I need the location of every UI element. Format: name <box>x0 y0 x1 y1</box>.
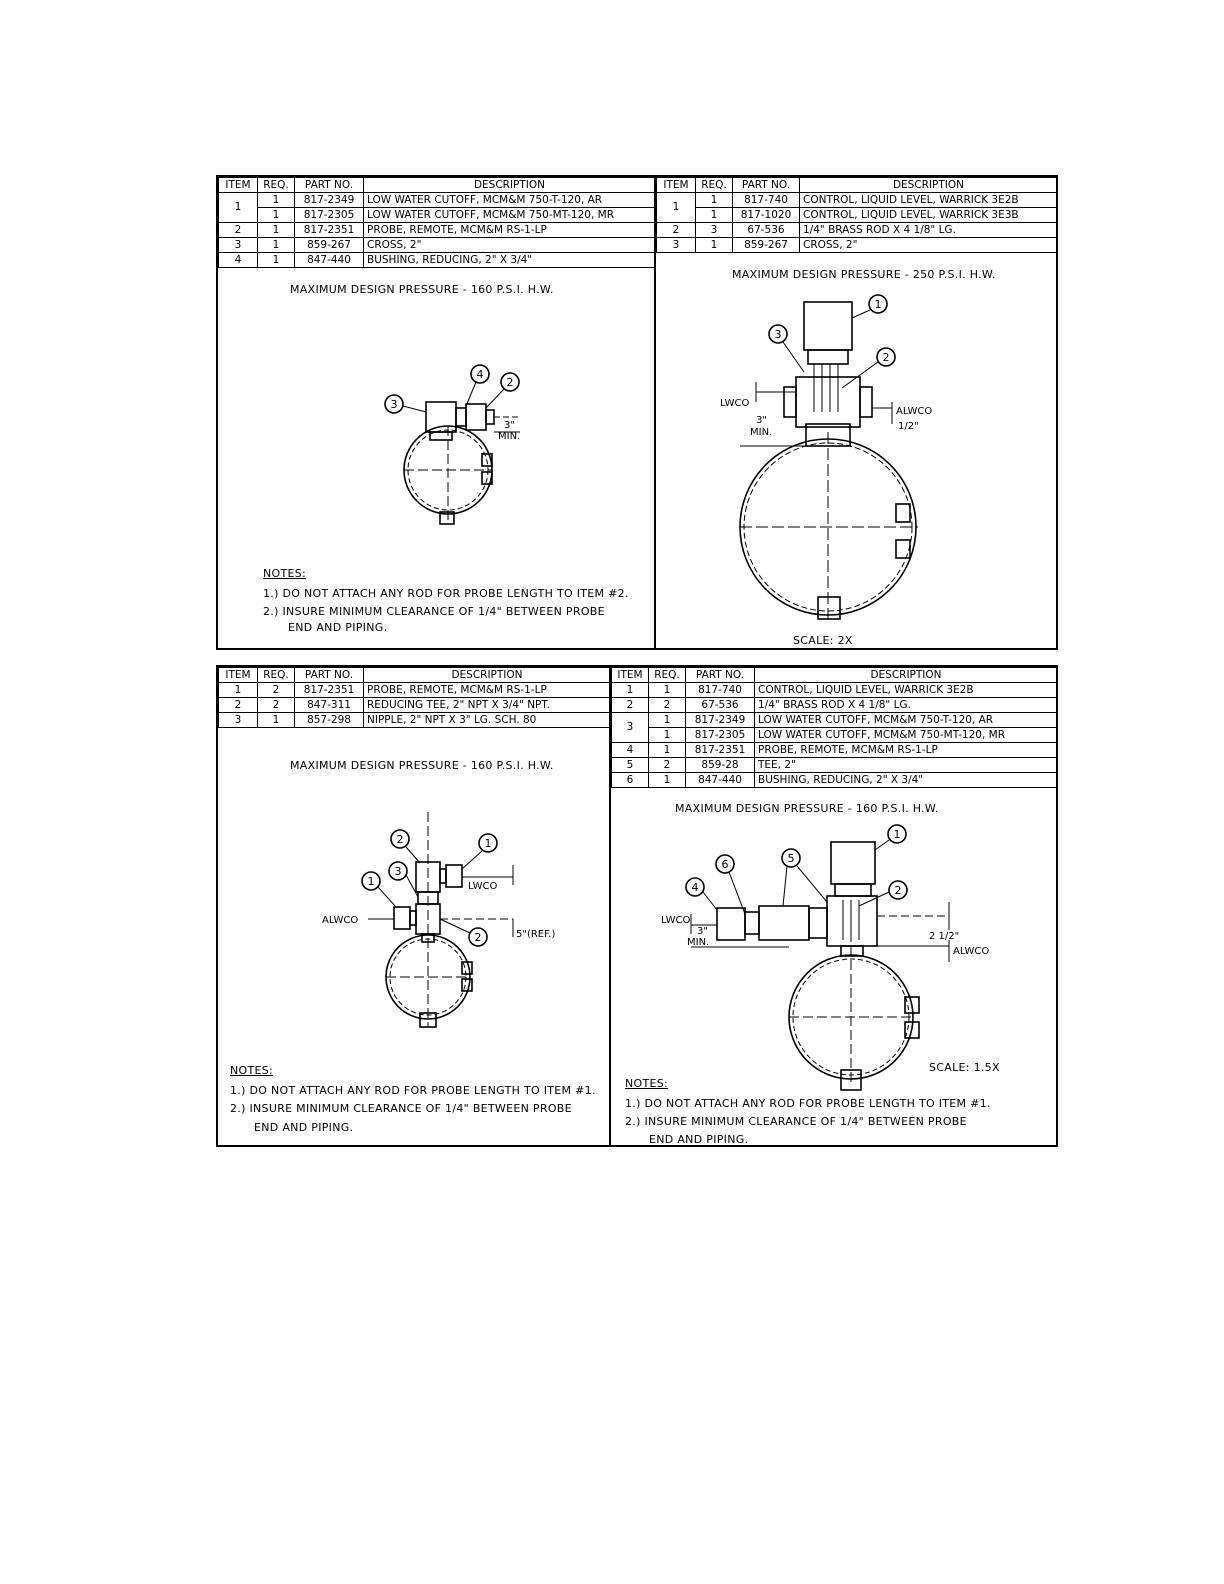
label-ref: 5"(REF.) <box>516 929 556 940</box>
diagram-b <box>656 292 1056 642</box>
panel-b <box>654 175 1058 650</box>
dim-3in: 3" <box>697 926 708 937</box>
note-1: 1.) DO NOT ATTACH ANY ROD FOR PROBE LENGTH TO ITEM #1. <box>230 1084 596 1097</box>
callout-2b: 2 <box>474 931 482 944</box>
diagram-d <box>611 822 1051 1092</box>
label-lwco: LWCO <box>661 915 691 926</box>
table-row: 1 817-2305 LOW WATER CUTOFF, MCM&M 750-MT-120, MR <box>219 208 656 223</box>
parts-table-a <box>218 177 656 268</box>
panel-c <box>216 665 611 1147</box>
panel-a <box>216 175 656 650</box>
bushing <box>745 912 759 934</box>
callout-1b: 1 <box>367 875 375 888</box>
table-row: 3 1 859-267 CROSS, 2" <box>219 238 656 253</box>
col-req: REQ. <box>258 178 295 193</box>
callout-2: 2 <box>894 884 902 897</box>
note-2-cont: END AND PIPING. <box>649 1133 749 1146</box>
note-2-cont: END AND PIPING. <box>288 621 388 634</box>
table-row: 3 1 859-267 CROSS, 2" <box>657 238 1058 253</box>
pressure-label: MAXIMUM DESIGN PRESSURE - 160 P.S.I. H.W. <box>290 759 554 772</box>
cross-fitting <box>796 377 860 427</box>
pressure-label: MAXIMUM DESIGN PRESSURE - 160 P.S.I. H.W. <box>290 283 554 296</box>
probe-lower <box>394 907 410 929</box>
diagram-a <box>368 362 668 622</box>
callout-1: 1 <box>484 837 492 850</box>
notes-title: NOTES: <box>625 1077 669 1090</box>
callout-1: 1 <box>893 828 901 841</box>
callout-5: 5 <box>787 852 795 865</box>
tee-right <box>827 896 877 946</box>
label-alwco: ALWCO <box>322 915 359 926</box>
table-row: 3 1 857-298 NIPPLE, 2" NPT X 3" LG. SCH. 80 <box>219 713 611 728</box>
probe-upper <box>446 865 462 887</box>
note-2: 2.) INSURE MINIMUM CLEARANCE OF 1/4" BETWEEN PROBE <box>230 1102 572 1115</box>
dim-3in: 3" <box>504 420 515 431</box>
table-row: 2 3 67-536 1/4" BRASS ROD X 4 1/8" LG. <box>657 223 1058 238</box>
table-header <box>219 178 656 193</box>
note-2: 2.) INSURE MINIMUM CLEARANCE OF 1/4" BETWEEN PROBE <box>263 605 605 618</box>
note-1: 1.) DO NOT ATTACH ANY ROD FOR PROBE LENGTH TO ITEM #1. <box>625 1097 991 1110</box>
table-row: 1 1 817-740 CONTROL, LIQUID LEVEL, WARRICK 3E2B <box>657 193 1058 208</box>
table-row: 2 1 817-2351 PROBE, REMOTE, MCM&M RS-1-LP <box>219 223 656 238</box>
callout-4: 4 <box>691 881 699 894</box>
col-item: ITEM <box>219 178 258 193</box>
table-row: 1 1 817-740 CONTROL, LIQUID LEVEL, WARRICK 3E2B <box>612 683 1058 698</box>
pressure-label: MAXIMUM DESIGN PRESSURE - 160 P.S.I. H.W. <box>675 802 939 815</box>
callout-3: 3 <box>390 398 398 411</box>
level-control <box>831 842 875 884</box>
label-half-inch: 1/2" <box>898 421 919 432</box>
diagram-c <box>298 807 598 1037</box>
notes-title: NOTES: <box>263 567 307 580</box>
table-row: 5 2 859-28 TEE, 2" <box>612 758 1058 773</box>
table-header: ITEM REQ. PART NO. DESCRIPTION <box>612 668 1058 683</box>
level-control <box>804 302 852 350</box>
note-2-cont: END AND PIPING. <box>254 1121 354 1134</box>
table-row: 2 2 67-536 1/4" BRASS ROD X 4 1/8" LG. <box>612 698 1058 713</box>
scale-label: SCALE: 1.5X <box>929 1061 1000 1074</box>
pressure-label: MAXIMUM DESIGN PRESSURE - 250 P.S.I. H.W. <box>732 268 996 281</box>
label-lwco: LWCO <box>720 398 750 409</box>
callout-3: 3 <box>774 328 782 341</box>
note-1: 1.) DO NOT ATTACH ANY ROD FOR PROBE LENGTH TO ITEM #2. <box>263 587 629 600</box>
scale-label: SCALE: 2X <box>793 634 853 647</box>
tee-left <box>759 906 809 940</box>
parts-table-c <box>218 667 611 728</box>
parts-table-d <box>611 667 1058 788</box>
callout-6: 6 <box>721 858 729 871</box>
dim-min: MIN. <box>687 937 710 948</box>
dim-min: MIN. <box>498 431 521 442</box>
table-row: 2 2 847-311 REDUCING TEE, 2" NPT X 3/4" NPT. <box>219 698 611 713</box>
col-part: PART NO. <box>295 178 364 193</box>
parts-table-b <box>656 177 1058 253</box>
callout-2: 2 <box>882 351 890 364</box>
dim-two-half: 2 1/2" <box>929 931 960 942</box>
callout-4: 4 <box>476 368 484 381</box>
table-row: 1 817-1020 CONTROL, LIQUID LEVEL, WARRICK 3E3B <box>657 208 1058 223</box>
note-2: 2.) INSURE MINIMUM CLEARANCE OF 1/4" BETWEEN PROBE <box>625 1115 967 1128</box>
label-alwco: ALWCO <box>896 406 933 417</box>
notes-title: NOTES: <box>230 1064 274 1077</box>
panel-d <box>609 665 1058 1147</box>
table-row: 1 2 817-2351 PROBE, REMOTE, MCM&M RS-1-LP <box>219 683 611 698</box>
probe <box>717 908 745 940</box>
callout-2: 2 <box>396 833 404 846</box>
table-row: 1 1 817-2349 LOW WATER CUTOFF, MCM&M 750-T-120, AR <box>219 193 656 208</box>
table-row: 1 817-2305 LOW WATER CUTOFF, MCM&M 750-MT-120, MR <box>612 728 1058 743</box>
callout-1: 1 <box>874 298 882 311</box>
callout-2: 2 <box>506 376 514 389</box>
callout-3: 3 <box>394 865 402 878</box>
col-desc: DESCRIPTION <box>364 178 656 193</box>
table-row: 4 1 817-2351 PROBE, REMOTE, MCM&M RS-1-LP <box>612 743 1058 758</box>
table-header: ITEM REQ. PART NO. DESCRIPTION <box>219 668 611 683</box>
dim-3in: 3" <box>756 415 767 426</box>
dim-min: MIN. <box>750 427 773 438</box>
table-header: ITEM REQ. PART NO. DESCRIPTION <box>657 178 1058 193</box>
bushing <box>456 408 466 426</box>
table-row: 3 1 817-2349 LOW WATER CUTOFF, MCM&M 750-T-120, AR <box>612 713 1058 728</box>
probe-body <box>466 404 486 430</box>
label-alwco: ALWCO <box>953 946 990 957</box>
cross-fitting <box>426 402 456 432</box>
table-row: 4 1 847-440 BUSHING, REDUCING, 2" X 3/4" <box>219 253 656 268</box>
label-lwco: LWCO <box>468 881 498 892</box>
table-row: 6 1 847-440 BUSHING, REDUCING, 2" X 3/4" <box>612 773 1058 788</box>
